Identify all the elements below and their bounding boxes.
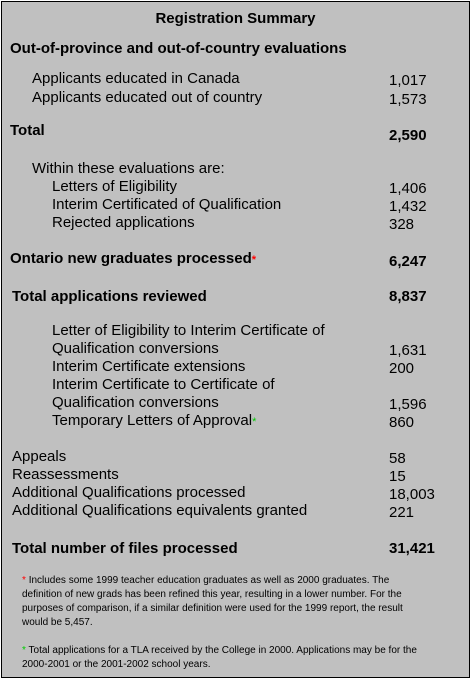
footnote-marker-red: * [251,254,257,266]
row-value-aq-equivalents: 221 [389,504,415,521]
ontario-graduates-text: Ontario new graduates processed [10,250,252,267]
footnote-2 [22,644,422,672]
row-value-interim-certificated: 1,432 [389,198,427,215]
ic-conversions-line2: Qualification conversions [52,394,219,411]
files-processed-value: 31,421 [389,540,435,557]
row-label-out-of-country: Applicants educated out of country [32,89,263,106]
row-value-aq-processed: 18,003 [389,486,435,503]
loe-conversions-line2: Qualification conversions [52,340,219,357]
footnote-2-marker: * [22,645,26,656]
loe-conversions-line1: Letter of Eligibility to Interim Certificate of [52,322,325,339]
row-value-appeals: 58 [389,450,406,467]
ic-extensions-label: Interim Certificate extensions [52,358,246,375]
row-label-rejected: Rejected applications [52,214,195,231]
footnote-marker-green: * [252,416,257,428]
row-value-reassessments: 15 [389,468,406,485]
footnote-1-marker: * [22,575,26,586]
tla-text: Temporary Letters of Approval [52,412,253,429]
row-label-interim-certificated: Interim Certificated of Qualification [52,196,282,213]
row-value-out-of-country: 1,573 [389,91,427,108]
footnote-1 [22,574,422,630]
ontario-graduates-label [10,250,256,267]
row-value-letters-eligibility: 1,406 [389,180,427,197]
row-label-aq-equivalents: Additional Qualifications equivalents granted [12,502,308,519]
row-value-canada: 1,017 [389,72,427,89]
registration-summary-panel [1,1,470,678]
footnote-2-text: Total applications for a TLA received by the College in 2000. Applications may be for the 2000-2001 or the 2001-2002 school years. [22,645,417,670]
applications-reviewed-value: 8,837 [389,288,427,305]
ic-conversions-line1: Interim Certificate to Certificate of [52,376,275,393]
applications-reviewed-label: Total applications reviewed [12,288,207,305]
tla-value: 860 [389,414,415,431]
panel-title: Registration Summary [155,10,316,27]
ic-conversions-value: 1,596 [389,396,427,413]
section-heading-evaluations: Out-of-province and out-of-country evaluations [10,40,347,57]
row-label-appeals: Appeals [12,448,67,465]
ic-extensions-value: 200 [389,360,415,377]
row-label-reassessments: Reassessments [12,466,119,483]
loe-conversions-value: 1,631 [389,342,427,359]
within-intro: Within these evaluations are: [32,160,225,177]
files-processed-label: Total number of files processed [12,540,238,557]
footnote-1-text: Includes some 1999 teacher education graduates as well as 2000 graduates. The definition of new grads has been refined this year, resulting in a lower number. For the purposes of comparison, if a similar definition were used for the 1999 report, the result would be 5,457. [22,575,403,628]
total-value: 2,590 [389,127,427,144]
row-label-aq-processed: Additional Qualifications processed [12,484,246,501]
total-label: Total [10,122,45,139]
row-value-rejected: 328 [389,216,415,233]
ontario-graduates-value: 6,247 [389,253,427,270]
row-label-canada: Applicants educated in Canada [32,70,240,87]
tla-label [52,412,256,429]
row-label-letters-eligibility: Letters of Eligibility [52,178,178,195]
